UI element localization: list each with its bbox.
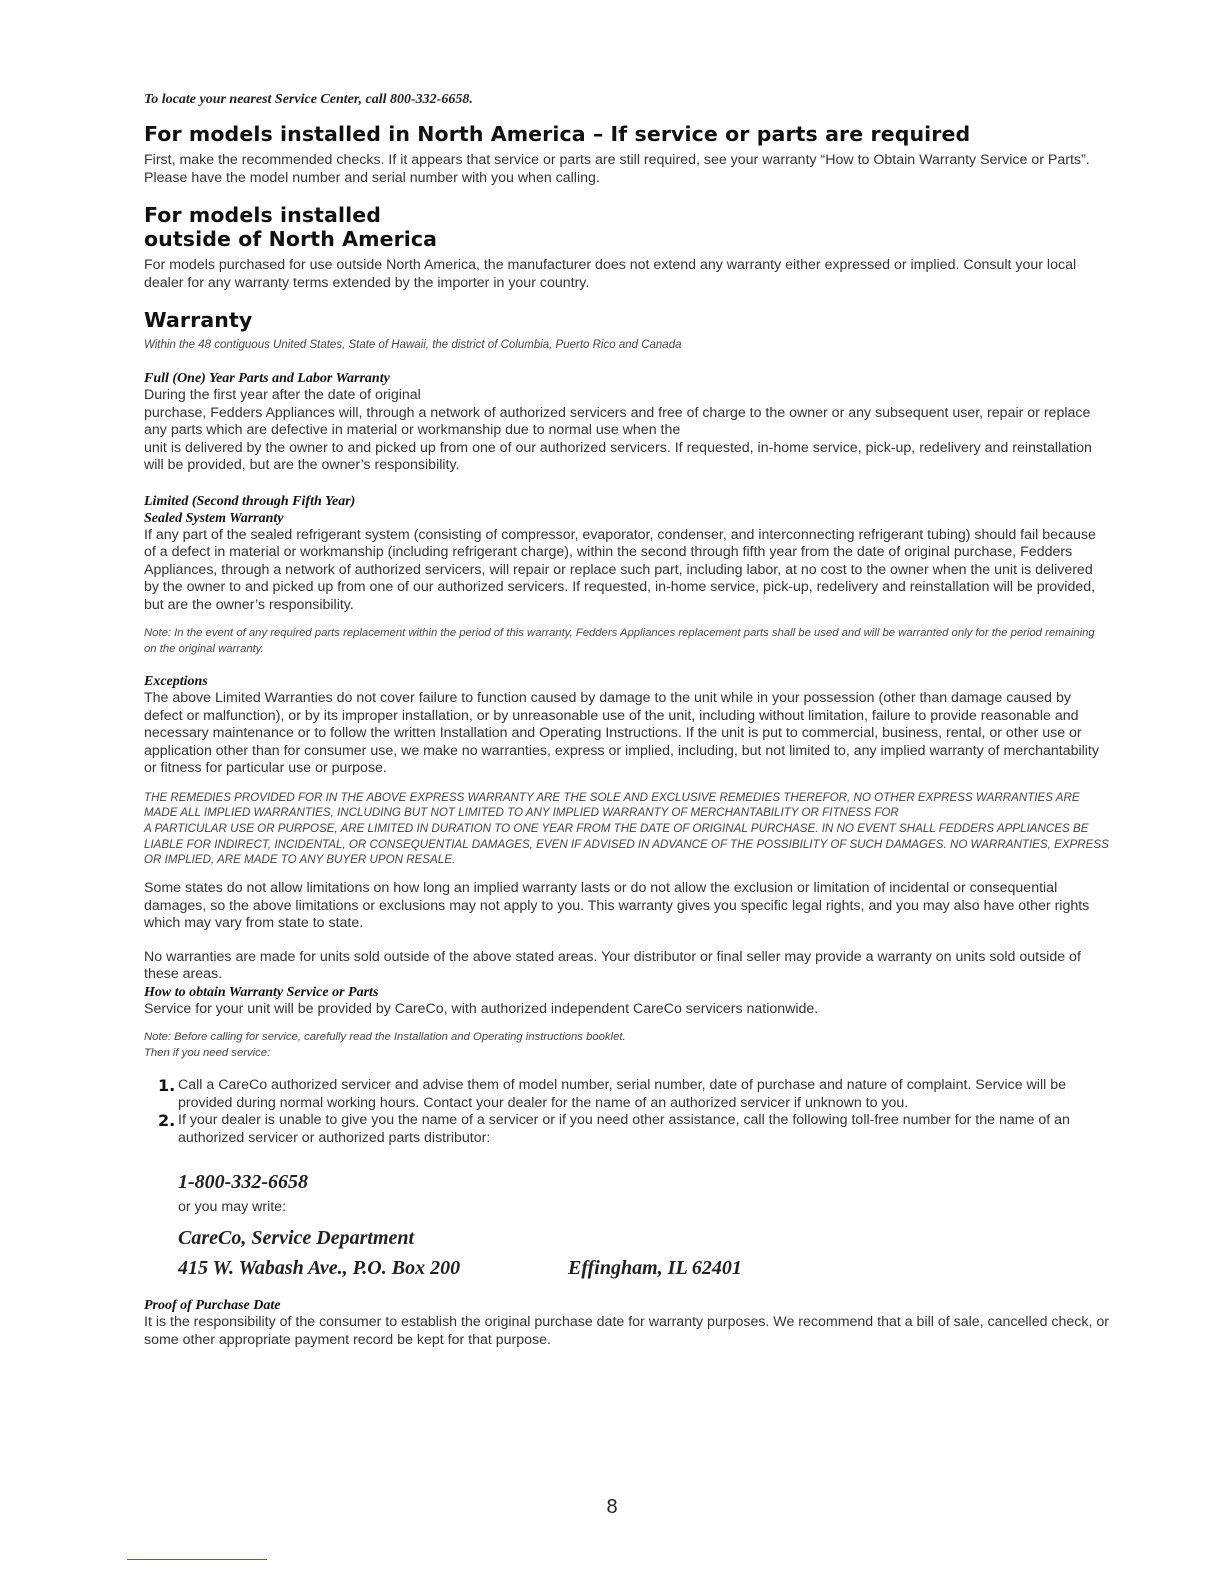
- full-warranty-line1: During the first year after the date of original: [144, 387, 421, 403]
- or-write-label: or you may write:: [178, 1199, 287, 1216]
- exceptions-title: Exceptions: [144, 674, 208, 689]
- step-number: 2.: [158, 1111, 176, 1131]
- warranty-coverage: Within the 48 contiguous United States, State of Hawaii, the district of Columbia, Puerto Rico and Canada: [144, 339, 682, 351]
- exceptions-body: The above Limited Warranties do not cover failure to function caused by damage to the unit while in your possession (other than damage caused by defect or malfunction), or by its improper installation, or by unreasonable use of the unit, including without limitation, failure to provide reasonable and necessary maintenance or to follow the written Installation and Operating Instructions. If the unit is put to commercial, business, rental, or other use or application other than for consumer use, we make no warranties, express or implied, including, but not limited to, any implied warranty of merchantability or fitness for particular use or purpose.: [144, 690, 1099, 776]
- step-text: If your dealer is unable to give you the name of a servicer or if you need other assistance, call the following toll-free number for the name of an authorized servicer or authorized parts distributor:: [178, 1112, 1070, 1146]
- service-center-line: To locate your nearest Service Center, call 800-332-6658.: [144, 92, 473, 107]
- service-note-line1: Note: Before calling for service, carefully read the Installation and Operating instructions booklet.: [144, 1031, 626, 1044]
- howto-body: Service for your unit will be provided by CareCo, with authorized independent CareCo servicers nationwide.: [144, 1000, 819, 1017]
- full-warranty-line2: purchase, Fedders Appliances will, through a network of authorized servicers and free of charge to the owner or any subsequent user, repair or replace any parts which are defective in material or workmanship due to normal use when the: [144, 404, 1091, 438]
- outside-body: For models purchased for use outside North America, the manufacturer does not extend any warranty either expressed or implied. Consult your local dealer for any warranty terms extended by the importer in your country.: [144, 257, 1077, 291]
- limited-warranty-body: If any part of the sealed refrigerant system (consisting of compressor, evaporator, condenser, and interconnecting refrigerant tubing) should fail because of a defect in material or workmanship (including refrigerant charge), within the second through fifth year from the date of original purchase, Fedders Appliances, through a network of authorized servicers, will repair or replace such part, including labor, at no cost to the owner when the unit is delivered by the owner to and picked up from one of our authorized servicers. If requested, in-home service, pick-up, redelivery and reinstallation will be provided, but are the owner’s responsibility.: [144, 526, 1096, 613]
- heading-warranty: Warranty: [144, 308, 253, 332]
- sealed-system-title: Sealed System Warranty: [144, 510, 284, 526]
- full-warranty-line3: unit is delivered by the owner to and picked up from one of our authorized servicers. If requested, in-home service, pick-up, redelivery and reinstallation will be provided, but are the owner’s responsibility.: [144, 439, 1092, 473]
- document-page: [144, 92, 1110, 1349]
- page-number: 8: [606, 1496, 618, 1518]
- remedies-disclaimer-part1: THE REMEDIES PROVIDED FOR IN THE ABOVE EXPRESS WARRANTY ARE THE SOLE AND EXCLUSIVE REMEDIES THEREFOR, NO OTHER EXPRESS WARRANTIES ARE MADE ALL IMPLIED WARRANTIES, INCLUDING BUT NOT LIMITED TO ANY IMPLIED WARRANTY OF MERCHANTABILITY OR FITNESS FOR: [144, 790, 1080, 820]
- north-america-body: First, make the recommended checks. If it appears that service or parts are still required, see your warranty “How to Obtain Warranty Service or Parts”. Please have the model number and serial number with you when calling.: [144, 152, 1090, 186]
- contact-block: [144, 1169, 1110, 1283]
- step-number: 1.: [158, 1076, 176, 1096]
- proof-of-purchase-title: Proof of Purchase Date: [144, 1298, 281, 1314]
- list-item: [144, 1112, 1110, 1147]
- address-name: CareCo, Service Department: [178, 1227, 415, 1250]
- address-city: Effingham, IL 62401: [568, 1257, 742, 1280]
- service-steps-list: [144, 1077, 1110, 1147]
- heading-north-america: For models installed in North America – If service or parts are required: [144, 122, 971, 146]
- heading-outside-line1: For models installed: [144, 203, 381, 227]
- address-row: [178, 1253, 1110, 1283]
- proof-of-purchase-body: It is the responsibility of the consumer to establish the original purchase date for warranty purposes. We recommend that a bill of sale, cancelled check, or some other appropriate payment record be kept for that purpose.: [144, 1314, 1109, 1348]
- limited-warranty-title: Limited (Second through Fifth Year): [144, 493, 356, 509]
- step-text: Call a CareCo authorized servicer and advise them of model number, serial number, date of purchase and nature of complaint. Service will be provided during normal working hours. Contact your dealer for the name of an authorized servicer if unknown to you.: [178, 1077, 1066, 1111]
- state-rights-body: Some states do not allow limitations on how long an implied warranty lasts or do not allow the exclusion or limitation of incidental or consequential damages, so the above limitations or exclusions may not apply to you. This warranty gives you specific legal rights, and you may also have other rights which may vary from state to state.: [144, 880, 1090, 932]
- full-warranty-title: Full (One) Year Parts and Labor Warranty: [144, 371, 390, 386]
- service-note-line2: Then if you need service:: [144, 1046, 271, 1059]
- address-street: 415 W. Wabash Ave., P.O. Box 200: [178, 1257, 461, 1280]
- list-item: [144, 1077, 1110, 1112]
- footer-divider: [127, 1559, 267, 1560]
- heading-outside-north-america: [144, 203, 1110, 251]
- no-warranty-body: No warranties are made for units sold outside of the above stated areas. Your distributor or final seller may provide a warranty on units sold outside of these areas.: [144, 948, 1081, 983]
- parts-replacement-note: Note: In the event of any required parts replacement within the period of this warranty, Fedders Appliances replacement parts shall be used and will be warranted only for the period remaining on the original warranty.: [144, 627, 1095, 655]
- howto-title: How to obtain Warranty Service or Parts: [144, 984, 379, 1000]
- heading-outside-line2: outside of North America: [144, 227, 438, 251]
- remedies-disclaimer-part2: A PARTICULAR USE OR PURPOSE, ARE LIMITED IN DURATION TO ONE YEAR FROM THE DATE OF ORIGINAL PURCHASE. IN NO EVENT SHALL FEDDERS APPLIANCES BE LIABLE FOR INDIRECT, INCIDENTAL, OR CONSEQUENTIAL DAMAGES, EVEN IF ADVISED IN ADVANCE OF THE POSSIBILITY OF SUCH DAMAGES. NO WARRANTIES, EXPRESS OR IMPLIED, ARE MADE TO ANY BUYER UPON RESALE.: [144, 821, 1109, 867]
- toll-free-phone[interactable]: 1-800-332-6658: [178, 1171, 308, 1194]
